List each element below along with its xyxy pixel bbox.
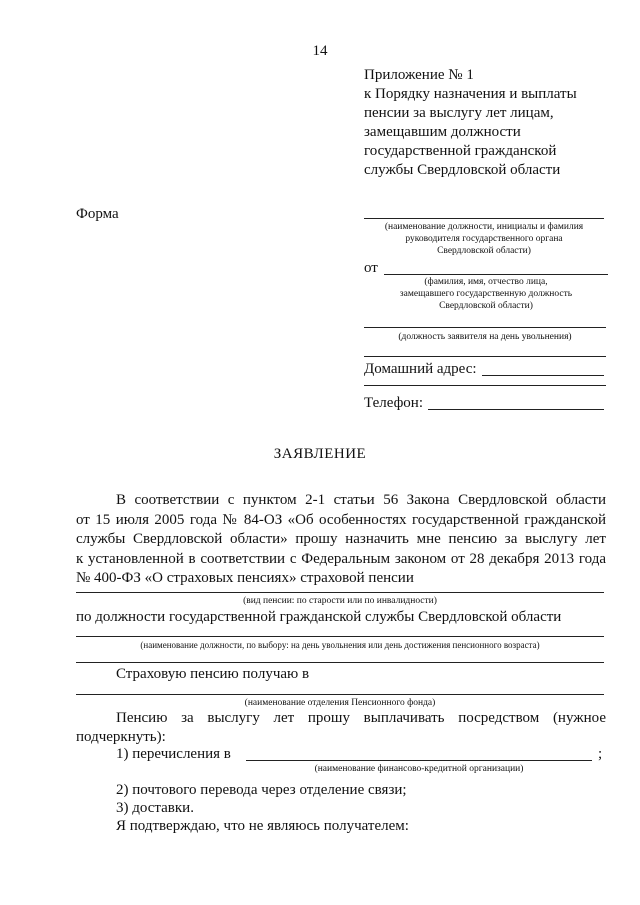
position-line-2[interactable] bbox=[76, 662, 604, 663]
bank-caption: (наименование финансово-кредитной организации) bbox=[314, 764, 524, 774]
paragraph-line: В соответствии с пунктом 2-1 статьи 56 Закона Свердловской области bbox=[116, 492, 606, 508]
head-caption-2: руководителя государственного органа bbox=[405, 234, 563, 244]
person-caption-3: Свердловской области) bbox=[439, 301, 533, 311]
document-title: ЗАЯВЛЕНИЕ bbox=[273, 446, 367, 462]
bank-line[interactable] bbox=[246, 760, 592, 761]
appendix-line: Приложение № 1 bbox=[364, 67, 474, 83]
semicolon: ; bbox=[598, 746, 603, 762]
head-caption-3: Свердловской области) bbox=[437, 246, 531, 256]
phone-label: Телефон: bbox=[364, 395, 423, 411]
payment-line-2: подчеркнуть): bbox=[76, 729, 166, 745]
position-text: по должности государственной гражданской службы Свердловской области bbox=[76, 609, 562, 625]
insurance-text: Страховую пенсию получаю в bbox=[116, 666, 310, 682]
appendix-line: государственной гражданской bbox=[364, 143, 557, 159]
appendix-line: службы Свердловской области bbox=[364, 162, 561, 178]
paragraph-line: № 400-ФЗ «О страховых пенсиях» страховой пенсии bbox=[76, 570, 414, 586]
position-caption: (наименование должности, по выбору: на день увольнения или день достижения пенсионного возраста) bbox=[140, 640, 540, 650]
address-line[interactable] bbox=[482, 375, 604, 376]
position-line[interactable] bbox=[76, 636, 604, 637]
main-paragraph bbox=[76, 491, 606, 589]
from-label: от bbox=[364, 260, 378, 276]
payment-line-1: Пенсию за выслугу лет прошу выплачивать посредством (нужное bbox=[116, 710, 606, 726]
option-delivery[interactable]: 3) доставки. bbox=[116, 800, 194, 816]
phone-line[interactable] bbox=[428, 409, 604, 410]
pension-type-caption: (вид пенсии: по старости или по инвалидности) bbox=[243, 596, 437, 606]
appendix-line: к Порядку назначения и выплаты bbox=[364, 86, 577, 102]
paragraph-line: службы Свердловской области» прошу назначить мне пенсию за выслугу лет bbox=[76, 531, 606, 547]
paragraph-line: от 15 июля 2005 года № 84-ОЗ «Об особенностях государственной гражданской bbox=[76, 511, 606, 528]
applicant-position-line[interactable] bbox=[364, 327, 606, 328]
form-label: Форма bbox=[76, 206, 119, 222]
applicant-position-caption: (должность заявителя на день увольнения) bbox=[398, 332, 572, 342]
person-caption-1: (фамилия, имя, отчество лица, bbox=[424, 277, 548, 287]
from-name-line[interactable] bbox=[384, 274, 608, 275]
option-transfer[interactable]: 1) перечисления в bbox=[116, 746, 231, 762]
fund-line[interactable] bbox=[76, 694, 604, 695]
appendix-line: замещавшим должности bbox=[364, 124, 521, 140]
head-name-line[interactable] bbox=[364, 218, 604, 219]
confirm-text: Я подтверждаю, что не являюсь получателем: bbox=[116, 818, 409, 834]
fund-caption: (наименование отделения Пенсионного фонда) bbox=[244, 698, 436, 708]
pension-type-line[interactable] bbox=[76, 592, 604, 593]
option-postal[interactable]: 2) почтового перевода через отделение связи; bbox=[116, 782, 407, 798]
person-caption-2: замещавшего государственную должность bbox=[399, 289, 573, 299]
address-line-2[interactable] bbox=[364, 385, 606, 386]
paragraph-line: к установленной в соответствии с Федеральным законом от 28 декабря 2013 года bbox=[76, 550, 606, 567]
head-caption-1: (наименование должности, инициалы и фамилия bbox=[384, 222, 584, 232]
address-label: Домашний адрес: bbox=[364, 361, 477, 377]
appendix-block bbox=[364, 66, 577, 180]
page-number: 14 bbox=[312, 43, 328, 59]
extra-line[interactable] bbox=[364, 356, 606, 357]
appendix-line: пенсии за выслугу лет лицам, bbox=[364, 105, 554, 121]
